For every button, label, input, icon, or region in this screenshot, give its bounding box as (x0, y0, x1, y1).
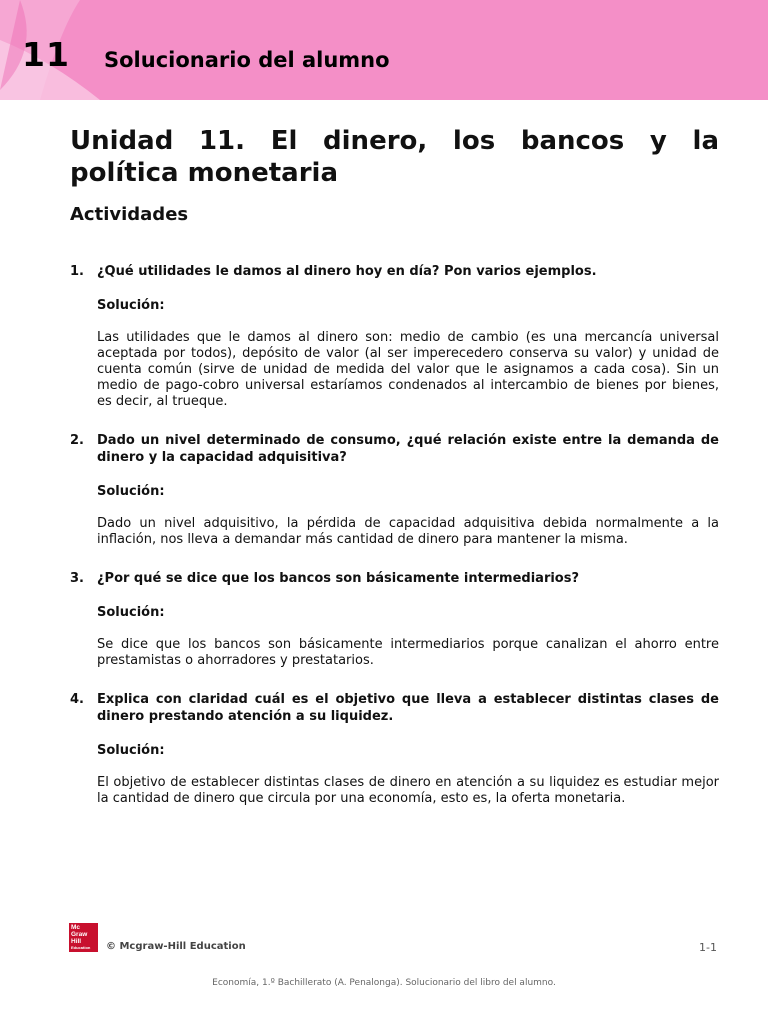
question-number: 2. (70, 433, 84, 448)
footer-copyright: © Mcgraw-Hill Education (106, 941, 246, 952)
solution-label: Solución: (97, 298, 165, 313)
question-item (70, 263, 719, 410)
footer-note: Economía, 1.º Bachillerato (A. Penalonga). Solucionario del libro del alumno. (212, 978, 556, 988)
question-item (70, 570, 719, 669)
header-band (0, 0, 768, 100)
chapter-number: 11 (22, 35, 70, 74)
solution-text: Las utilidades que le damos al dinero son: medio de cambio (es una mercancía universal aceptada por todos), depósito de valor (al ser imperecedero conserva su valor) y unidad de cuenta común (sirve de unidad de medida del valor que le asignamos a cada cosa). Sin un medio de pago-cobro universal estaríamos condenados al intercambio de bienes por bienes, es decir, al trueque. (97, 330, 719, 409)
solution-text: El objetivo de establecer distintas clases de dinero en atención a su liquidez es estudiar mejor la cantidad de dinero que circula por una economía, esto es, la oferta monetaria. (97, 775, 719, 806)
header-title: Solucionario del alumno (104, 48, 390, 72)
question-number: 3. (70, 571, 84, 586)
section-title: Actividades (70, 204, 189, 225)
publisher-logo (69, 923, 98, 952)
solution-label: Solución: (97, 743, 165, 758)
solution-label: Solución: (97, 484, 165, 499)
question-number: 4. (70, 692, 84, 707)
question-text: Dado un nivel determinado de consumo, ¿qué relación existe entre la demanda de dinero y la capacidad adquisitiva? (97, 433, 719, 465)
question-text: ¿Qué utilidades le damos al dinero hoy en día? Pon varios ejemplos. (97, 264, 597, 279)
logo-line: Mc (71, 924, 81, 931)
logo-line: Graw (71, 931, 88, 938)
question-number: 1. (70, 264, 84, 279)
question-item (70, 432, 719, 548)
solution-text: Dado un nivel adquisitivo, la pérdida de capacidad adquisitiva debida normalmente a la inflación, nos lleva a demandar más cantidad de dinero para mantener la misma. (97, 516, 719, 547)
question-item (70, 691, 719, 807)
logo-line: Education (71, 945, 91, 950)
logo-line: Hill (71, 938, 82, 945)
main-content (70, 125, 719, 807)
question-text: ¿Por qué se dice que los bancos son básicamente intermediarios? (97, 571, 580, 586)
unit-title: Unidad 11. El dinero, los bancos y la política monetaria (70, 126, 719, 188)
page-number: 1-1 (699, 941, 717, 954)
solution-text: Se dice que los bancos son básicamente intermediarios porque canalizan el ahorro entre prestamistas o ahorradores y prestatarios. (97, 637, 719, 668)
solution-label: Solución: (97, 605, 165, 620)
question-text: Explica con claridad cuál es el objetivo que lleva a establecer distintas clases de dinero prestando atención a su liquidez. (97, 692, 719, 724)
